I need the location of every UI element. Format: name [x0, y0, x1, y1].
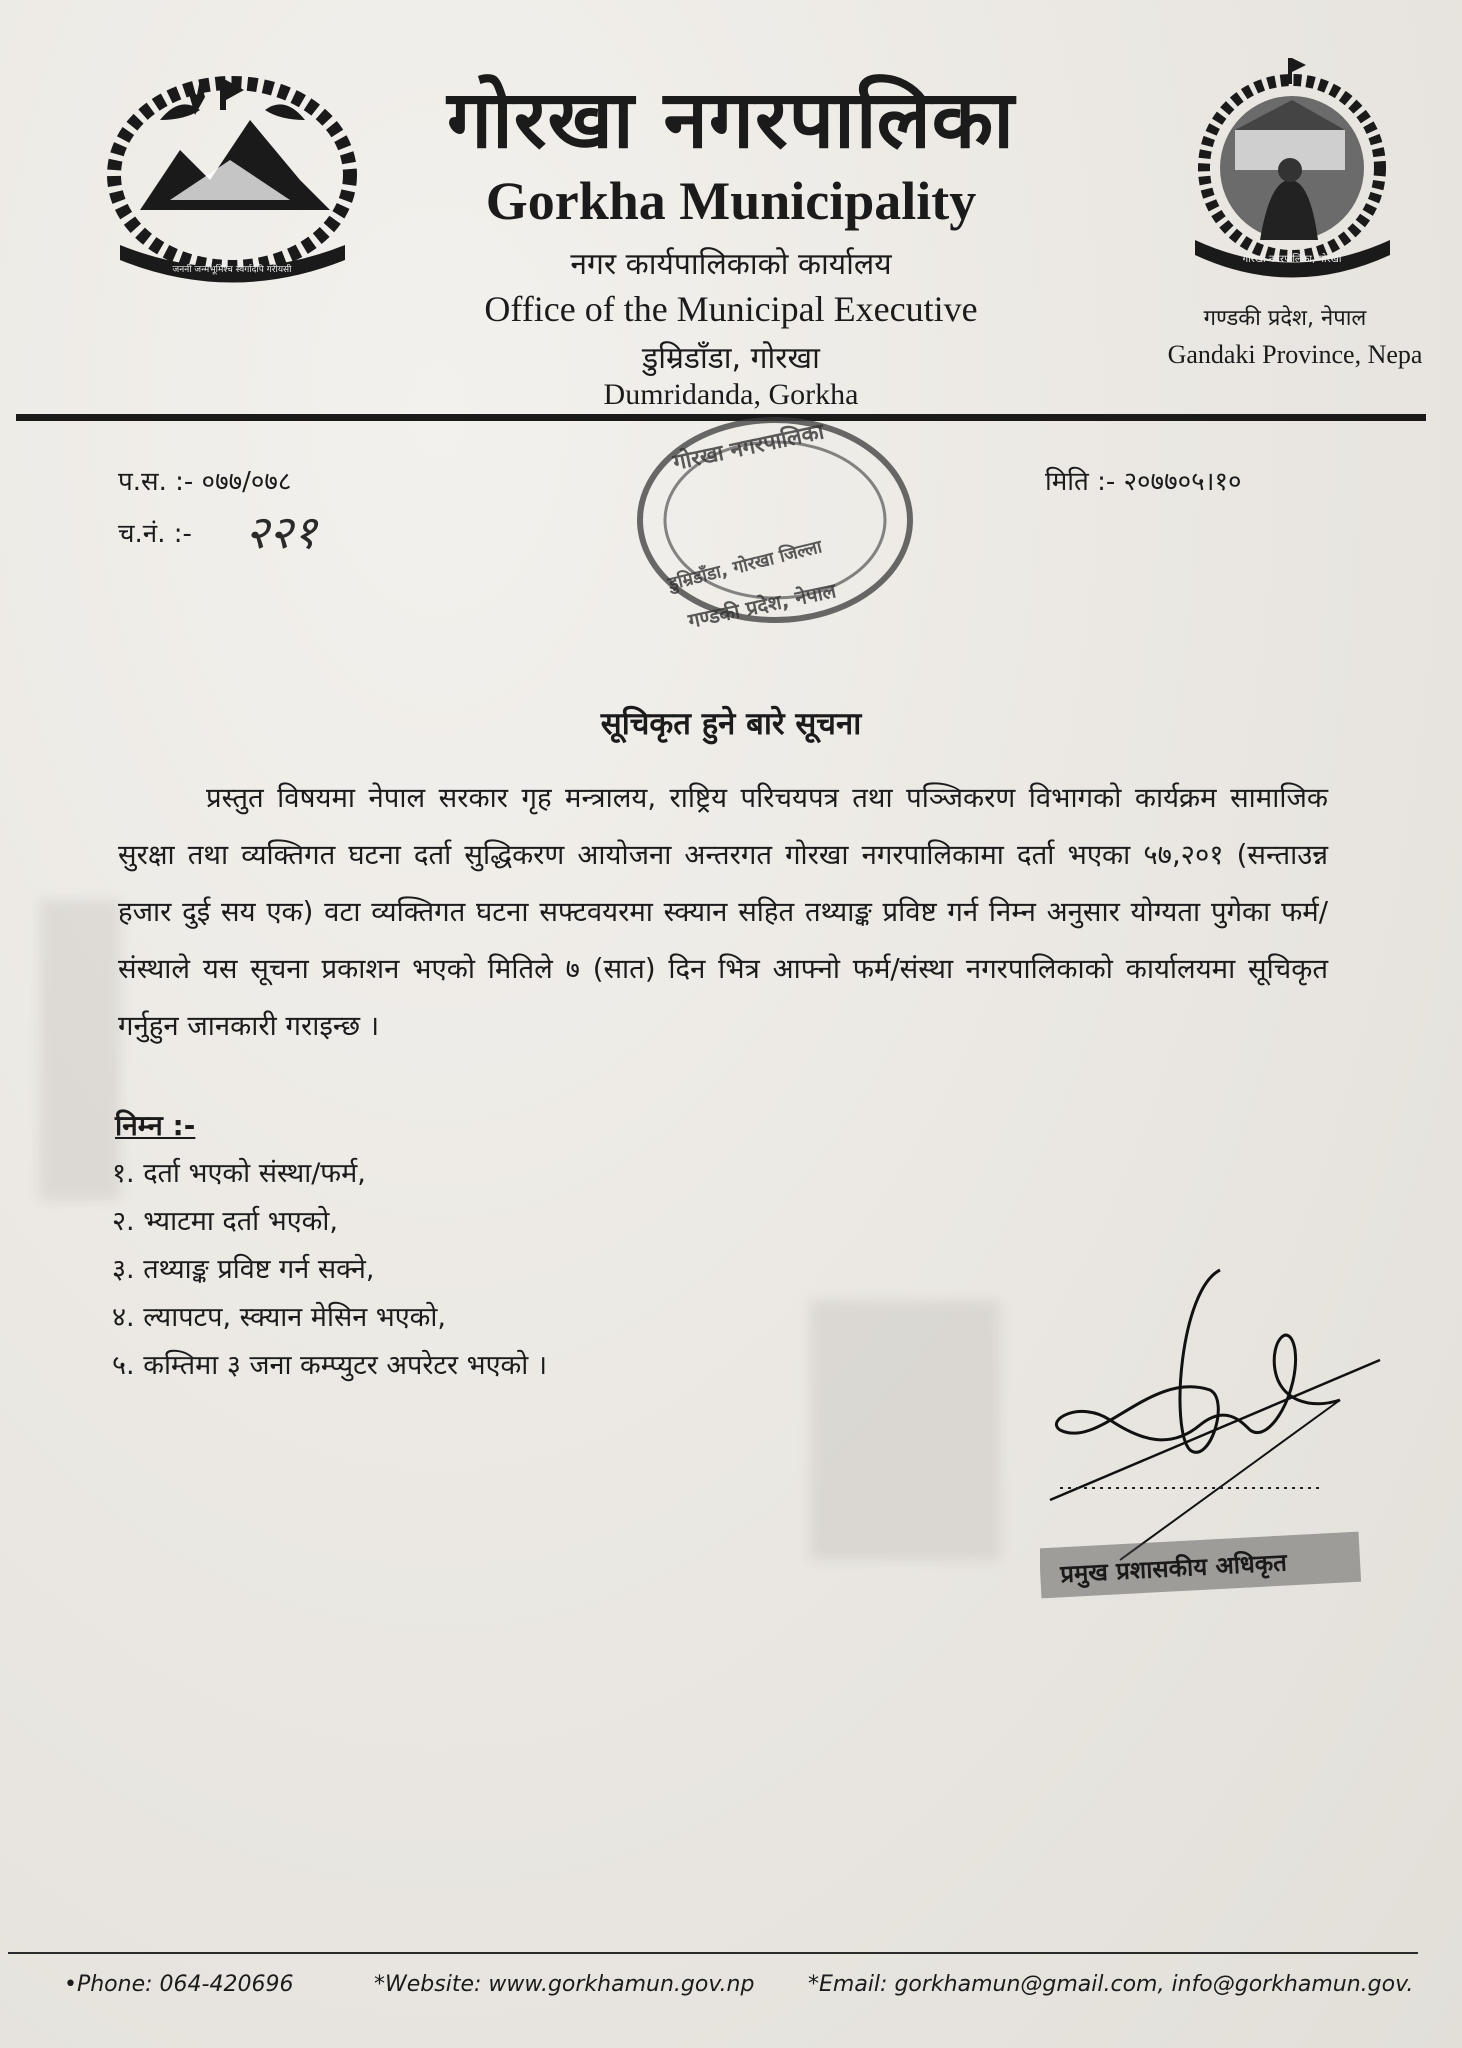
signatory-title: प्रमुख प्रशासकीय अधिकृत: [1059, 1548, 1288, 1589]
emblem-caption: जननी जन्मभूमिश्च स्वर्गादपि गरीयसी: [172, 265, 292, 275]
date-value: २०७७०५।१०: [1123, 467, 1242, 497]
ps-value: ०७७/०७८: [201, 467, 292, 497]
list-item: ४. ल्यापटप, स्क्यान मेसिन भएको,: [112, 1302, 446, 1333]
municipality-title-english: Gorkha Municipality: [485, 171, 977, 231]
province-english: Gandaki Province, Nepa: [1167, 340, 1423, 369]
list-item: २. भ्याटमा दर्ता भएको,: [112, 1206, 338, 1237]
ps-label: प.स. :-: [118, 467, 194, 497]
list-item: १. दर्ता भएको संस्था/फर्म,: [112, 1158, 366, 1189]
paper-crease: [40, 900, 120, 1200]
cn-label: च.नं. :-: [118, 519, 192, 549]
cn-number: [118, 514, 192, 550]
footer-phone: •Phone: 064-420696: [64, 1972, 294, 1997]
office-name-english: Office of the Municipal Executive: [484, 289, 978, 329]
stamp-text: डुम्रिडाँडा, गोरखा जिल्ला: [666, 536, 825, 595]
footer-divider: [8, 1952, 1418, 1954]
emblem-caption: गोरखा नगरपालिका, गोरखा: [1242, 254, 1342, 265]
province-nepali: गण्डकी प्रदेश, नेपाल: [1203, 306, 1367, 331]
stamp-text: गोरखा नगरपालिका: [671, 419, 827, 476]
signature-block: [1040, 1250, 1400, 1630]
notice-body: प्रस्तुत विषयमा नेपाल सरकार गृह मन्त्रालय, राष्ट्रिय परिचयपत्र तथा पञ्जिकरण विभागको कार्यक्रम सामाजिक सुरक्षा तथा व्यक्तिगत घटना दर्ता सुद्धिकरण आयोजना अन्तरगत गोरखा नगरपालिकामा दर्ता भएका ५७,२०१ (सन्ताउन्न हजार दुई सय एक) वटा व्यक्तिगत घटना सफ्टवयरमा स्क्यान सहित तथ्याङ्क प्रविष्ट गर्न निम्न अनुसार योग्यता पुगेका फर्म/संस्थाले यस सूचना प्रकाशन भएको मितिले ७ (सात) दिन भित्र आफ्नो फर्म/संस्था नगरपालिकाको कार्यालयमा सूचिकृत गर्नुहुन जानकारी गराइन्छ ।: [118, 782, 1328, 1042]
municipality-title-nepali: गोरखा नगरपालिका: [447, 73, 1015, 166]
location-nepali: डुम्रिडाँडा, गोरखा: [642, 341, 820, 376]
date-label: मिति :-: [1045, 467, 1116, 497]
location-english: Dumridanda, Gorkha: [603, 378, 859, 411]
list-item: ५. कम्तिमा ३ जना कम्प्युटर अपरेटर भएको ।: [112, 1350, 548, 1381]
footer-website: *Website: www.gorkhamun.gov.np: [374, 1972, 755, 1997]
cn-handwritten-value: २२१: [245, 505, 317, 559]
notice-heading: सूचिकृत हुने बारे सूचना: [600, 706, 862, 742]
list-item: ३. तथ्याङ्क प्रविष्ट गर्न सक्ने,: [112, 1254, 375, 1285]
office-stamp: [615, 400, 925, 650]
letter-date: [1045, 462, 1242, 498]
stamp-text: गण्डकी प्रदेश, नेपाल: [686, 578, 839, 633]
requirements-list: [112, 1150, 547, 1390]
footer-email: *Email: gorkhamun@gmail.com, info@gorkhamun.gov.: [808, 1972, 1414, 1997]
ps-number: [118, 462, 291, 498]
paper-crease: [810, 1300, 1000, 1560]
office-name-nepali: नगर कार्यपालिकाको कार्यालय: [570, 247, 892, 282]
requirements-heading: निम्न :-: [115, 1109, 196, 1142]
